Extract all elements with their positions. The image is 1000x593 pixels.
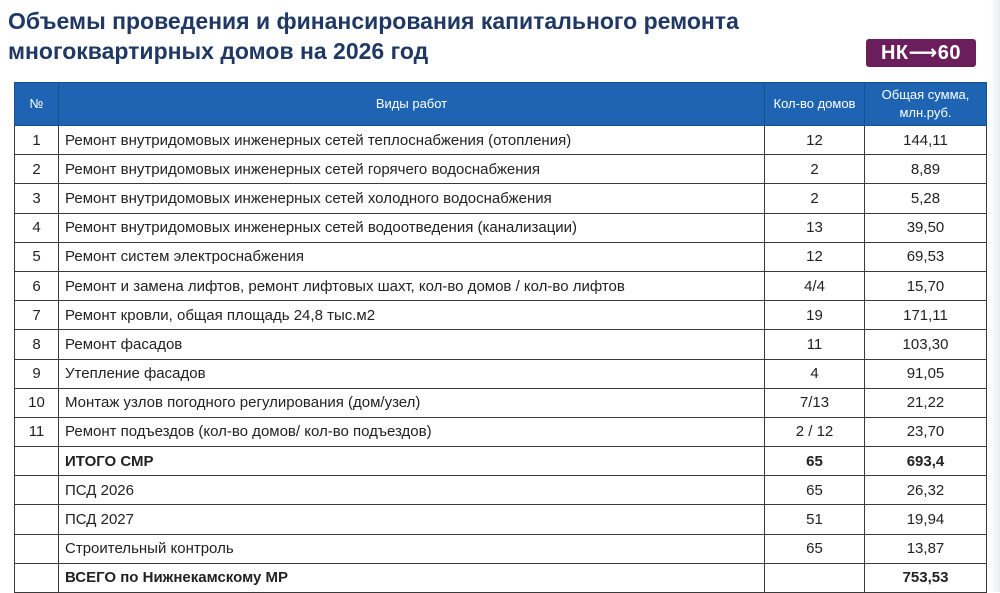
house-count-cell: 7/13	[765, 388, 865, 417]
work-type-cell: ИТОГО СМР	[59, 447, 765, 476]
house-count-cell: 4/4	[765, 271, 865, 300]
work-type-cell: Ремонт внутридомовых инженерных сетей холодного водоснабжения	[59, 184, 765, 213]
sum-cell: 8,89	[865, 155, 987, 184]
header-num: №	[15, 83, 59, 126]
work-type-cell: Ремонт систем электроснабжения	[59, 242, 765, 271]
row-number	[15, 534, 59, 563]
work-type-cell: Ремонт внутридомовых инженерных сетей теплоснабжения (отопления)	[59, 126, 765, 155]
house-count-cell: 19	[765, 301, 865, 330]
row-number: 11	[15, 417, 59, 446]
summary-row	[15, 505, 987, 534]
work-type-cell: ВСЕГО по Нижнекамскому МР	[59, 563, 765, 592]
capital-repair-table	[14, 82, 987, 593]
house-count-cell: 12	[765, 126, 865, 155]
table-row	[15, 388, 987, 417]
nk60-logo: НК⟶60	[866, 39, 976, 67]
sum-cell: 15,70	[865, 271, 987, 300]
row-number	[15, 505, 59, 534]
house-count-cell: 2	[765, 155, 865, 184]
table-row	[15, 417, 987, 446]
work-type-cell: Ремонт кровли, общая площадь 24,8 тыс.м2	[59, 301, 765, 330]
header-house-count: Кол-во домов	[765, 83, 865, 126]
row-number: 9	[15, 359, 59, 388]
title-line-2: многоквартирных домов на 2026 год	[8, 38, 429, 64]
sum-cell: 144,11	[865, 126, 987, 155]
sum-cell: 13,87	[865, 534, 987, 563]
slide-title	[8, 6, 848, 66]
house-count-cell: 11	[765, 330, 865, 359]
table-header-row	[15, 83, 987, 126]
row-number: 10	[15, 388, 59, 417]
sum-cell: 21,22	[865, 388, 987, 417]
row-number: 2	[15, 155, 59, 184]
right-edge-bar	[990, 0, 1000, 592]
summary-row	[15, 476, 987, 505]
header-work-type: Виды работ	[59, 83, 765, 126]
row-number: 6	[15, 271, 59, 300]
work-type-cell: ПСД 2027	[59, 505, 765, 534]
title-line-1: Объемы проведения и финансирования капитального ремонта	[8, 8, 739, 34]
house-count-cell: 4	[765, 359, 865, 388]
work-type-cell: Ремонт и замена лифтов, ремонт лифтовых шахт, кол-во домов / кол-во лифтов	[59, 271, 765, 300]
row-number: 1	[15, 126, 59, 155]
row-number: 5	[15, 242, 59, 271]
sum-cell: 39,50	[865, 213, 987, 242]
house-count-cell: 12	[765, 242, 865, 271]
row-number: 7	[15, 301, 59, 330]
sum-cell: 693,4	[865, 447, 987, 476]
work-type-cell: Ремонт внутридомовых инженерных сетей водоотведения (канализации)	[59, 213, 765, 242]
work-type-cell: Ремонт внутридомовых инженерных сетей горячего водоснабжения	[59, 155, 765, 184]
work-type-cell: Строительный контроль	[59, 534, 765, 563]
work-type-cell: Ремонт подъездов (кол-во домов/ кол-во подъездов)	[59, 417, 765, 446]
row-number: 3	[15, 184, 59, 213]
table-row	[15, 359, 987, 388]
table-row	[15, 213, 987, 242]
house-count-cell: 2 / 12	[765, 417, 865, 446]
sum-cell: 23,70	[865, 417, 987, 446]
row-number	[15, 476, 59, 505]
work-type-cell: Утепление фасадов	[59, 359, 765, 388]
house-count-cell: 2	[765, 184, 865, 213]
sum-cell: 5,28	[865, 184, 987, 213]
table-row	[15, 301, 987, 330]
summary-row	[15, 563, 987, 592]
table-body	[15, 126, 987, 593]
summary-row	[15, 534, 987, 563]
sum-cell: 171,11	[865, 301, 987, 330]
house-count-cell: 65	[765, 476, 865, 505]
sum-cell: 69,53	[865, 242, 987, 271]
header-total-sum: Общая сумма, млн.руб.	[865, 83, 987, 126]
table-row	[15, 330, 987, 359]
sum-cell: 753,53	[865, 563, 987, 592]
house-count-cell: 65	[765, 447, 865, 476]
table-row	[15, 242, 987, 271]
house-count-cell: 13	[765, 213, 865, 242]
sum-cell: 19,94	[865, 505, 987, 534]
table-row	[15, 126, 987, 155]
house-count-cell	[765, 563, 865, 592]
row-number	[15, 563, 59, 592]
table-row	[15, 271, 987, 300]
summary-row	[15, 447, 987, 476]
work-type-cell: Ремонт фасадов	[59, 330, 765, 359]
house-count-cell: 65	[765, 534, 865, 563]
sum-cell: 103,30	[865, 330, 987, 359]
row-number: 8	[15, 330, 59, 359]
sum-cell: 26,32	[865, 476, 987, 505]
table-row	[15, 155, 987, 184]
table-row	[15, 184, 987, 213]
house-count-cell: 51	[765, 505, 865, 534]
sum-cell: 91,05	[865, 359, 987, 388]
work-type-cell: Монтаж узлов погодного регулирования (дом/узел)	[59, 388, 765, 417]
row-number: 4	[15, 213, 59, 242]
row-number	[15, 447, 59, 476]
work-type-cell: ПСД 2026	[59, 476, 765, 505]
